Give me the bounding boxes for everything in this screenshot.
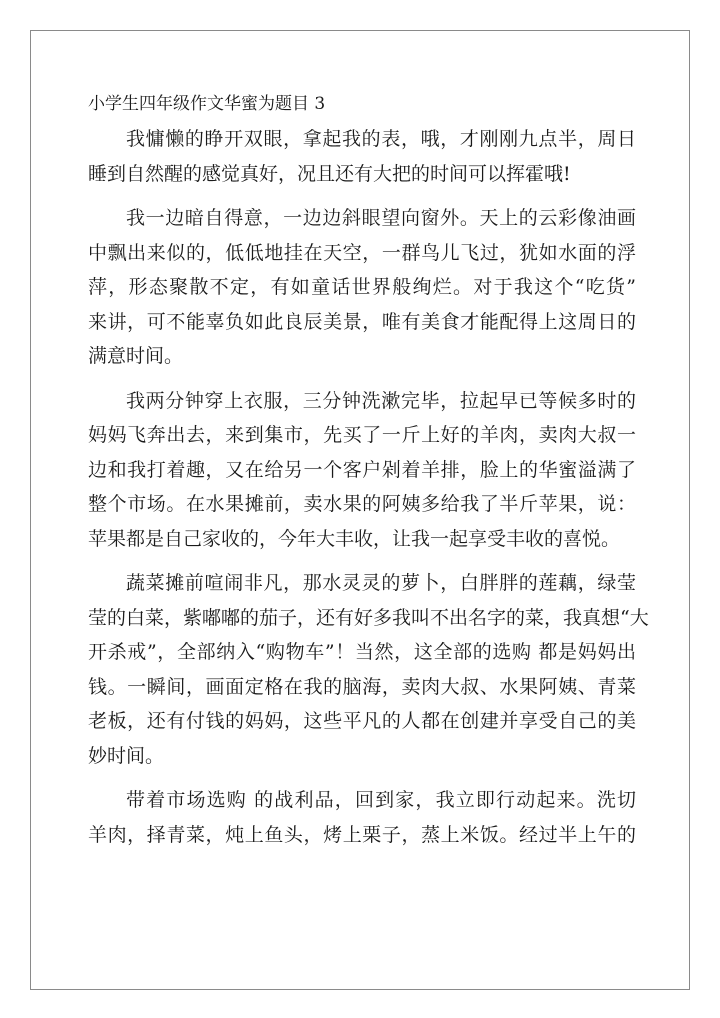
- text-line: 妙时间。: [88, 744, 165, 767]
- text-line: 老板，还有付钱的妈妈，这些平凡的人都在创建并享受自己的美: [88, 710, 636, 732]
- document-title: 小学生四年级作文华蜜为题目 3: [88, 94, 326, 114]
- text-line: 中飘出来似的，低低地挂在天空，一群鸟儿飞过，犹如水面的浮: [88, 241, 636, 264]
- text-line: 钱。一瞬间，画面定格在我的脑海，卖肉大叔、水果阿姨、青菜: [88, 675, 636, 698]
- text-line: 整个市场。在水果摊前，卖水果的阿姨多给我了半斤苹果，说：: [88, 493, 636, 515]
- text-line: 羊肉，择青菜，炖上鱼头，烤上栗子，蒸上米饭。经过半上午的: [88, 823, 636, 846]
- text-line: 睡到自然醒的感觉真好，况且还有大把的时间可以挥霍哦!: [88, 162, 571, 185]
- paragraph-4: [88, 566, 649, 773]
- paragraph-1: [88, 122, 636, 191]
- document-body: [88, 92, 649, 862]
- paragraph-3: [88, 384, 636, 557]
- text-line: 我慵懒的睁开双眼，拿起我的表，哦，才刚刚九点半，周日: [126, 128, 636, 150]
- text-line: 萍，形态聚散不定，有如童话世界般绚烂。对于我这个“吃货”: [88, 276, 636, 298]
- text-line: 开杀戒”，全部纳入“购物车”！当然，这全部的选购 都是妈妈出: [88, 641, 636, 663]
- text-line: 我两分钟穿上衣服，三分钟洗漱完毕，拉起早已等候多时的: [126, 389, 636, 412]
- text-line: 我一边暗自得意，一边边斜眼望向窗外。天上的云彩像油画: [126, 207, 636, 229]
- text-line: 苹果都是自己家收的，今年大丰收，让我一起享受丰收的喜悦。: [88, 527, 621, 550]
- text-line: 来讲，可不能辜负如此良辰美景，唯有美食才能配得上这周日的: [88, 310, 636, 333]
- paragraph-5: [88, 783, 636, 852]
- text-line: 边和我打着趣，又在给另一个客户剁着羊排，脸上的华蜜溢满了: [88, 458, 636, 481]
- text-line: 满意时间。: [88, 345, 184, 367]
- paragraph-2: [88, 201, 636, 374]
- text-line: 蔬菜摊前喧闹非凡，那水灵灵的萝卜，白胖胖的莲藕，绿莹: [126, 572, 636, 594]
- text-line: 莹的白菜，紫嘟嘟的茄子，还有好多我叫不出名字的菜，我真想“大: [88, 606, 649, 629]
- text-line: 带着市场选购 的战利品，回到家，我立即行动起来。洗切: [126, 789, 636, 811]
- text-line: 妈妈飞奔出去，来到集市，先买了一斤上好的羊肉，卖肉大叔一: [88, 424, 636, 446]
